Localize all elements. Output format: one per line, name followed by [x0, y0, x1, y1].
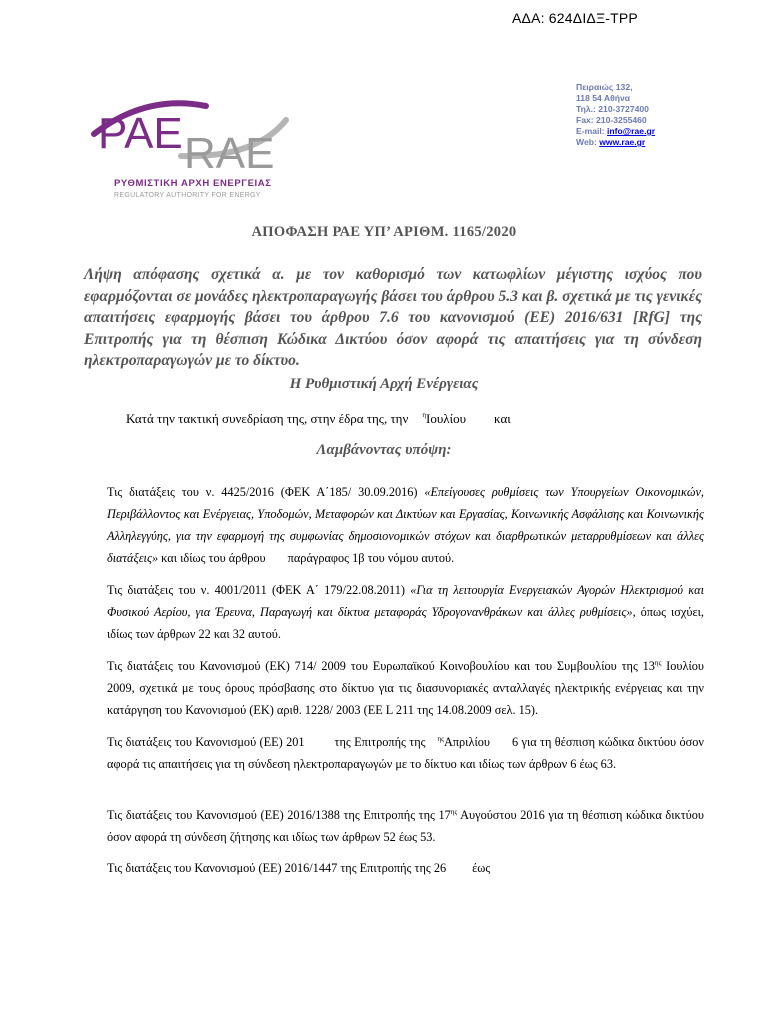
contact-email-row — [576, 126, 655, 137]
recital-paragraph-3 — [107, 655, 704, 721]
recital-5-text: Τις διατάξεις του Κανονισμού (ΕΕ) 2016/1388 της Επιτροπής της 17 — [107, 808, 451, 822]
contact-fax: Fax: 210-3255460 — [576, 115, 647, 125]
recital-3-text: Τις διατάξεις του Κανονισμού (ΕΚ) 714/ 2009 του Ευρωπαϊκού Κοινοβουλίου και του Συμβουλίου της 13 — [107, 659, 655, 673]
recital-6-text: Τις διατάξεις του Κανονισμού (ΕΕ) 2016/1447 της Επιτροπής της 26 — [107, 861, 447, 875]
ada-number: ΑΔΑ: 624ΔΙΔΞ-ΤΡΡ — [512, 10, 638, 26]
recital-1-law-title: «Επείγουσες ρυθμίσεις των Υπουργείων Οικονομικών, Περιβάλλοντος και Ενέργειας, Υποδομών, Μεταφορών και Δικτύων και Εργασίας, Κοινωνικής Ασφάλισης και Κοινωνικής Αλληλεγγύης, για την εφαρμογή της συμφωνίας δημοσιονομικών στόχων και διαρθρωτικών μεταρρυθμίσεων και άλλες διατάξεις» — [107, 485, 704, 565]
recital-5-text-b: Αυγούστου 2016 για τη θέσπιση κώδικα δικτύου όσον αφορά τη σύνδεση ζήτησης και ιδίως των άρθρων 52 έως 53. — [107, 808, 704, 844]
recital-4-sup: ης — [437, 735, 444, 743]
recital-5-sup: ης — [450, 808, 458, 816]
recital-paragraph-1 — [107, 481, 704, 569]
recital-3-sup: ης — [654, 659, 662, 667]
recital-paragraph-4 — [107, 731, 704, 775]
contact-web-row — [576, 137, 655, 148]
recital-2-text-b: , όπως ισχύει, ιδίως των άρθρων 22 και 32 αυτού. — [107, 605, 704, 641]
contact-web-label: Web: — [576, 137, 600, 147]
recital-6-text-b: έως — [472, 861, 491, 875]
recital-4-text: Τις διατάξεις του Κανονισμού (ΕΕ) 201 — [107, 735, 305, 749]
contact-tel: Τηλ.: 210-3727400 — [576, 104, 649, 114]
considering-heading: Λαμβάνοντας υπόψη: — [316, 442, 452, 458]
contact-web-link[interactable]: www.rae.gr — [599, 137, 646, 147]
meeting-sup: η — [422, 411, 427, 419]
authority-heading: Η Ρυθμιστική Αρχή Ενέργειας — [289, 376, 479, 392]
recital-3-text-b: Ιουλίου 2009, σχετικά με τους όρους πρόσβασης στο δίκτυο για τις διασυνοριακές ανταλλαγές ηλεκτρικής ενέργειας και την κατάργηση του Κανονισμού (ΕΚ) αριθ. 1228/ 2003 (ΕΕ L 211 της 14.08.2009 σελ. 15). — [107, 659, 704, 717]
contact-email-label: E-mail: — [576, 126, 608, 136]
logo-tagline-gr: ΡΥΘΜΙΣΤΙΚΗ ΑΡΧΗ ΕΝΕΡΓΕΙΑΣ — [114, 178, 272, 189]
recital-1-text: Τις διατάξεις του ν. 4425/2016 (ΦΕΚ Α΄185/ 30.09.2016) — [107, 485, 425, 499]
recital-paragraph-5 — [107, 804, 704, 848]
recital-paragraph-2 — [107, 579, 704, 645]
recital-1-text-c: παράγραφος 1β του νόμου αυτού. — [287, 551, 455, 565]
decision-title: ΑΠΟΦΑΣΗ ΡΑΕ ΥΠ’ ΑΡΙΘΜ. 1165/2020 — [251, 224, 517, 240]
contact-email-link[interactable]: info@rae.gr — [607, 126, 656, 136]
recital-4-month: Απριλίου — [443, 735, 490, 749]
logo-latin-mark: RAE — [184, 129, 275, 178]
rae-logo — [86, 98, 306, 208]
decision-subject: Λήψη απόφασης σχετικά α. με τον καθορισμό των κατωφλίων μέγιστης ισχύος που εφαρμόζονται σε μονάδες ηλεκτροπαραγωγής βάσει του άρθρου 5.3 και β. σχετικά με τις γενικές απαιτήσεις εφαρμογής βάσει του άρθρου 7.6 του κανονισμού (ΕΕ) 2016/631 [RfG] της Επιτροπής για τη θέσπιση Κώδικα Δικτύου όσον αφορά τις απαιτήσεις για τη σύνδεση ηλεκτροπαραγωγών με το δίκτυο. — [84, 266, 702, 369]
logo-tagline-en: REGULATORY AUTHORITY FOR ENERGY — [114, 192, 261, 199]
recital-1-text-b: και ιδίως του άρθρου — [158, 551, 266, 565]
logo-greek-mark: PAE — [98, 109, 183, 158]
recital-2-text: Τις διατάξεις του ν. 4001/2011 (ΦΕΚ Α΄ 179/22.08.2011) — [107, 583, 411, 597]
recital-2-law-title: «Για τη λειτουργία Ενεργειακών Αγορών Ηλεκτρισμού και Φυσικού Αερίου, για Έρευνα, Παραγωγή και δίκτυα μεταφοράς Υδρογονανθράκων και άλλες ρυθμίσεις» — [107, 583, 704, 619]
meeting-text-a: Κατά την τακτική συνεδρίαση της, στην έδρα της, την — [126, 411, 409, 426]
contact-city: 118 54 Αθήνα — [576, 93, 631, 103]
recital-4-text-b: της Επιτροπής της — [334, 735, 426, 749]
contact-street: Πειραιώς 132, — [576, 82, 633, 92]
recital-4-text-c: 6 για τη θέσπιση κώδικα δικτύου όσον αφορά τις απαιτήσεις για τη σύνδεση ηλεκτροπαραγωγών με το δίκτυο και ιδίως των άρθρων 6 έως 63. — [107, 735, 704, 771]
recital-paragraph-6 — [107, 857, 704, 879]
contact-block — [576, 82, 655, 148]
meeting-month: Ιουλίου — [426, 411, 467, 426]
meeting-line — [126, 411, 511, 427]
meeting-and: και — [494, 411, 511, 426]
